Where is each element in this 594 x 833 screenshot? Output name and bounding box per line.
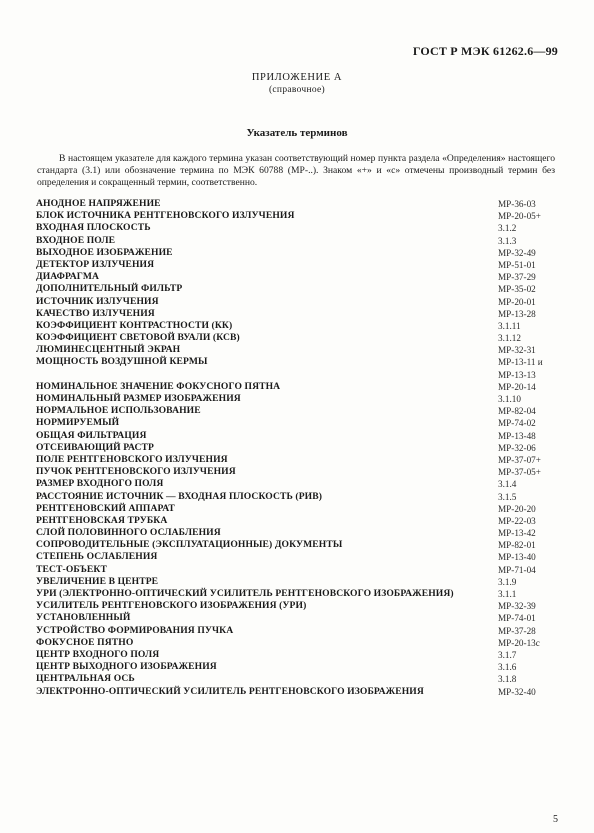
appendix-subtitle: (справочное) [268, 85, 326, 95]
term-row [36, 466, 558, 478]
term-reference: 3.1.10 [498, 394, 521, 405]
term-name: ВЫХОДНОЕ ИЗОБРАЖЕНИЕ [36, 246, 173, 258]
term-row [36, 686, 558, 698]
term-name: УВЕЛИЧЕНИЕ В ЦЕНТРЕ [36, 575, 159, 587]
term-reference: 3.1.12 [498, 333, 521, 344]
term-name: НОРМИРУЕМЫЙ [36, 417, 120, 429]
term-row [36, 247, 558, 259]
page-number: 5 [553, 814, 558, 825]
term-name: ТЕСТ-ОБЪЕКТ [36, 563, 107, 575]
term-row [36, 503, 558, 515]
term-reference: МР-32-40 [498, 686, 536, 697]
term-row [36, 381, 558, 393]
term-name: МОЩНОСТЬ ВОЗДУШНОЙ КЕРМЫ [36, 356, 208, 368]
term-name: СОПРОВОДИТЕЛЬНЫЕ (ЭКСПЛУАТАЦИОННЫЕ) ДОКУМЕНТЫ [36, 539, 343, 551]
term-name: НОРМАЛЬНОЕ ИСПОЛЬЗОВАНИЕ [36, 405, 201, 417]
term-reference: МР-20-05+ [498, 211, 541, 222]
term-row [36, 661, 558, 673]
terms-list [36, 198, 558, 698]
term-name: ВХОДНОЕ ПОЛЕ [36, 234, 116, 246]
term-row [36, 551, 558, 563]
term-name: НОМИНАЛЬНЫЙ РАЗМЕР ИЗОБРАЖЕНИЯ [36, 393, 241, 405]
term-reference: 3.1.3 [498, 235, 517, 246]
term-row [36, 417, 558, 429]
term-reference-continued: МР-13-13 [498, 369, 536, 380]
term-name: ПОЛЕ РЕНТГЕНОВСКОГО ИЗЛУЧЕНИЯ [36, 453, 228, 465]
term-reference: МР-71-04 [498, 564, 536, 575]
term-reference: МР-37-07+ [498, 454, 541, 465]
term-reference: МР-32-39 [498, 601, 536, 612]
term-name: ВХОДНАЯ ПЛОСКОСТЬ [36, 222, 151, 234]
term-reference: МР-20-20 [498, 503, 536, 514]
term-name: УРИ (ЭЛЕКТРОННО-ОПТИЧЕСКИЙ УСИЛИТЕЛЬ РЕНТГЕНОВСКОГО ИЗОБРАЖЕНИЯ) [36, 588, 454, 600]
term-reference: МР-13-11 и [498, 357, 543, 368]
term-name: КАЧЕСТВО ИЗЛУЧЕНИЯ [36, 307, 155, 319]
term-row [36, 673, 558, 685]
term-reference: МР-20-01 [498, 296, 536, 307]
term-reference: МР-13-42 [498, 528, 536, 539]
term-name: БЛОК ИСТОЧНИКА РЕНТГЕНОВСКОГО ИЗЛУЧЕНИЯ [36, 210, 295, 222]
term-row [36, 564, 558, 576]
term-row [36, 612, 558, 624]
term-name: ДЕТЕКТОР ИЗЛУЧЕНИЯ [36, 258, 155, 270]
term-reference: 3.1.5 [498, 491, 517, 502]
term-reference: МР-82-01 [498, 540, 536, 551]
term-row [36, 320, 558, 332]
term-name: КОЭФФИЦИЕНТ КОНТРАСТНОСТИ (КК) [36, 319, 233, 331]
term-row [36, 576, 558, 588]
term-reference: МР-22-03 [498, 515, 536, 526]
term-name: ЦЕНТР ВЫХОДНОГО ИЗОБРАЖЕНИЯ [36, 661, 217, 673]
term-name: ЦЕНТРАЛЬНАЯ ОСЬ [36, 673, 135, 685]
term-row [36, 405, 558, 417]
term-name: КОЭФФИЦИЕНТ СВЕТОВОЙ ВУАЛИ (КСВ) [36, 332, 240, 344]
term-reference: МР-32-06 [498, 442, 536, 453]
term-row [36, 308, 558, 320]
term-name: ПУЧОК РЕНТГЕНОВСКОГО ИЗЛУЧЕНИЯ [36, 466, 236, 478]
term-reference: МР-74-02 [498, 418, 536, 429]
term-name: УСТРОЙСТВО ФОРМИРОВАНИЯ ПУЧКА [36, 624, 234, 636]
term-row [36, 222, 558, 234]
term-reference: МР-51-01 [498, 259, 536, 270]
term-row [36, 539, 558, 551]
term-row [36, 356, 558, 380]
term-reference: 3.1.11 [498, 320, 521, 331]
term-reference: 3.1.2 [498, 223, 517, 234]
term-name: УСИЛИТЕЛЬ РЕНТГЕНОВСКОГО ИЗОБРАЖЕНИЯ (УРИ) [36, 600, 307, 612]
index-title: Указатель терминов [246, 127, 348, 139]
term-row [36, 454, 558, 466]
term-row [36, 637, 558, 649]
term-row [36, 527, 558, 539]
term-name: РЕНТГЕНОВСКИЙ АППАРАТ [36, 502, 175, 514]
term-name: ДИАФРАГМА [36, 271, 100, 283]
term-reference: МР-35-02 [498, 284, 536, 295]
term-row [36, 515, 558, 527]
term-name: ОТСЕИВАЮЩИЙ РАСТР [36, 441, 155, 453]
term-name: ФОКУСНОЕ ПЯТНО [36, 636, 134, 648]
term-reference: МР-37-29 [498, 272, 536, 283]
term-reference: МР-20-14 [498, 381, 536, 392]
term-row [36, 478, 558, 490]
term-reference: МР-13-28 [498, 308, 536, 319]
term-row [36, 588, 558, 600]
term-name: АНОДНОЕ НАПРЯЖЕНИЕ [36, 198, 161, 209]
term-row [36, 442, 558, 454]
term-reference: МР-37-28 [498, 625, 536, 636]
term-name: РАЗМЕР ВХОДНОГО ПОЛЯ [36, 478, 164, 490]
term-reference: 3.1.9 [498, 576, 517, 587]
term-row [36, 491, 558, 503]
term-name: РЕНТГЕНОВСКАЯ ТРУБКА [36, 514, 168, 526]
term-reference: 3.1.8 [498, 674, 517, 685]
appendix-title: ПРИЛОЖЕНИЕ А [251, 72, 343, 83]
term-reference: МР-37-05+ [498, 467, 541, 478]
term-reference: МР-32-49 [498, 247, 536, 258]
term-reference: МР-82-04 [498, 406, 536, 417]
term-row [36, 271, 558, 283]
term-name: ОБЩАЯ ФИЛЬТРАЦИЯ [36, 429, 147, 441]
term-row [36, 235, 558, 247]
term-row [36, 625, 558, 637]
term-row [36, 393, 558, 405]
term-row [36, 430, 558, 442]
term-name: ИСТОЧНИК ИЗЛУЧЕНИЯ [36, 295, 159, 307]
term-name: ЦЕНТР ВХОДНОГО ПОЛЯ [36, 648, 160, 660]
term-row [36, 259, 558, 271]
term-name: РАССТОЯНИЕ ИСТОЧНИК — ВХОДНАЯ ПЛОСКОСТЬ (РИВ) [36, 490, 323, 502]
term-name: НОМИНАЛЬНОЕ ЗНАЧЕНИЕ ФОКУСНОГО ПЯТНА [36, 380, 281, 392]
term-row [36, 296, 558, 308]
term-name: СТЕПЕНЬ ОСЛАБЛЕНИЯ [36, 551, 158, 563]
term-reference: МР-74-01 [498, 613, 536, 624]
term-row [36, 283, 558, 295]
term-row [36, 210, 558, 222]
term-reference: 3.1.6 [498, 662, 517, 673]
term-reference: МР-13-48 [498, 430, 536, 441]
term-row [36, 600, 558, 612]
term-name: ЭЛЕКТРОННО-ОПТИЧЕСКИЙ УСИЛИТЕЛЬ РЕНТГЕНОВСКОГО ИЗОБРАЖЕНИЯ [36, 685, 424, 697]
intro-paragraph: В настоящем указателе для каждого термина указан соответствующий номер пункта раздела «Определения» настоящего стандарта (3.1) или обозначение термина по МЭК 60788 (МР-..). Знаком «+» и «с» отмечены производный термин без определения и сокращенный термин, соответственно. [37, 153, 555, 189]
term-name: ДОПОЛНИТЕЛЬНЫЙ ФИЛЬТР [36, 283, 183, 295]
term-name: СЛОЙ ПОЛОВИННОГО ОСЛАБЛЕНИЯ [36, 527, 221, 539]
standard-header: ГОСТ Р МЭК 61262.6—99 [412, 44, 558, 58]
term-reference: 3.1.1 [498, 589, 517, 600]
term-reference: МР-13-40 [498, 552, 536, 563]
term-row [36, 649, 558, 661]
term-reference: МР-32-31 [498, 345, 536, 356]
term-row [36, 344, 558, 356]
term-name: УСТАНОВЛЕННЫЙ [36, 612, 131, 624]
term-row [36, 198, 558, 210]
term-reference: МР-36-03 [498, 199, 536, 209]
term-reference: МР-20-13с [498, 637, 540, 648]
term-row [36, 332, 558, 344]
term-reference: 3.1.4 [498, 479, 517, 490]
term-reference: 3.1.7 [498, 649, 517, 660]
term-name: ЛЮМИНЕСЦЕНТНЫЙ ЭКРАН [36, 344, 181, 356]
